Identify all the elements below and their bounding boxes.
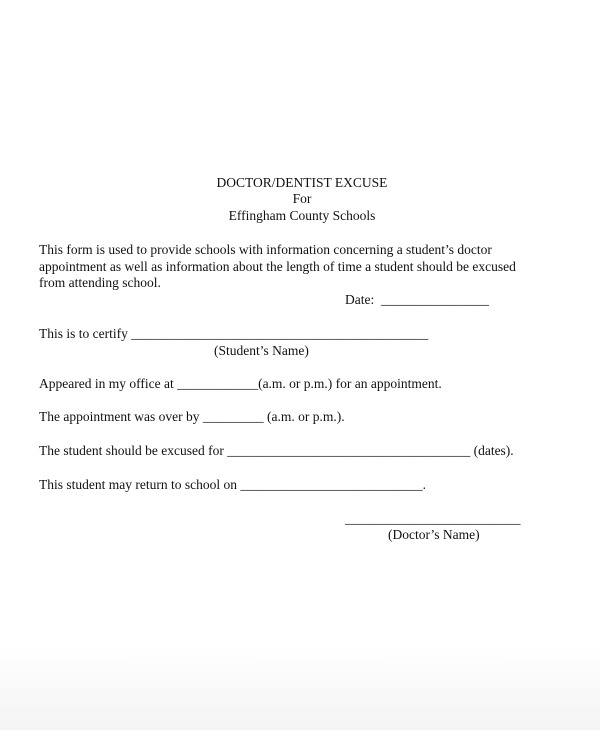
intro-line-2: appointment as well as information about the length of time a student should be excused [39, 259, 516, 274]
appeared-line: Appeared in my office at ____________(a.m. or p.m.) for an appointment. [39, 376, 442, 391]
form-subtitle-for: For [292, 191, 312, 206]
date-field: Date: ________________ [345, 292, 489, 307]
doctor-name-caption: (Doctor’s Name) [388, 527, 480, 542]
intro-line-1: This form is used to provide schools with information concerning a student’s doctor [39, 242, 492, 257]
school-name: Effingham County Schools [228, 208, 376, 223]
student-name-caption: (Student’s Name) [214, 343, 309, 358]
certify-line: This is to certify ____________________________________________ [39, 326, 429, 341]
appointment-over-line: The appointment was over by _________ (a.m. or p.m.). [39, 409, 345, 424]
doctor-signature-line: __________________________ [345, 511, 521, 526]
return-school-line: This student may return to school on ___________________________. [39, 477, 426, 492]
form-title: DOCTOR/DENTIST EXCUSE [216, 175, 388, 190]
intro-line-3: from attending school. [39, 275, 161, 290]
excused-line: The student should be excused for ____________________________________ (dates). [39, 443, 514, 458]
